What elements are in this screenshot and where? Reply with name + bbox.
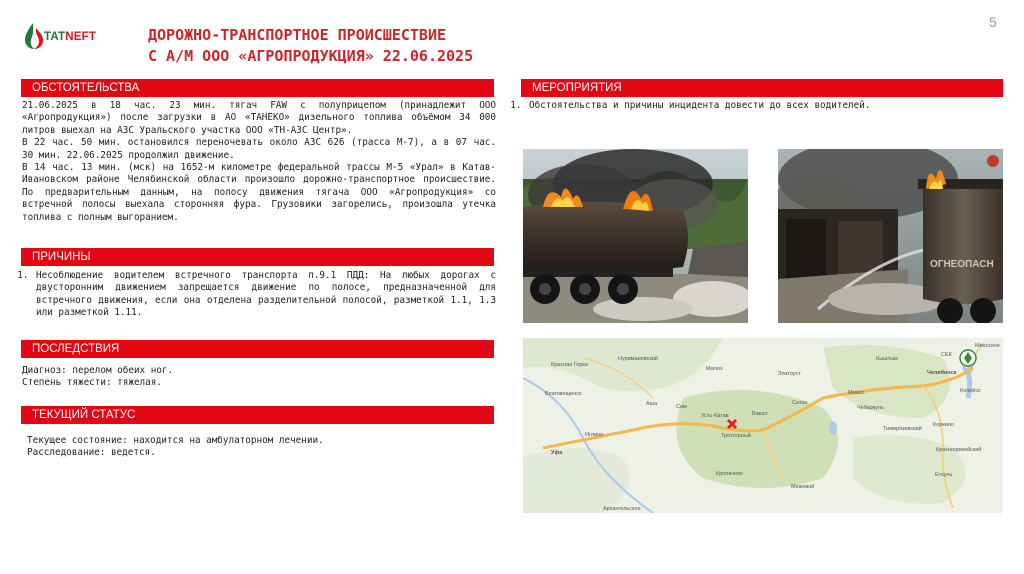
map-label: Усть-Катав <box>701 413 729 419</box>
map-label: Миасс <box>848 390 865 396</box>
section-header-status: ТЕКУЩИЙ СТАТУС <box>21 406 494 424</box>
map-label: Миасское <box>975 343 1000 349</box>
measures-list <box>515 100 1003 112</box>
tatneft-logo <box>24 22 134 50</box>
map-label: Уфа <box>551 450 563 456</box>
map-label: Златоуст <box>778 371 801 377</box>
map-label: Чебаркуль <box>857 405 884 411</box>
section-header-circumstances: ОБСТОЯТЕЛЬСТВА <box>21 79 494 97</box>
map-label: Копейск <box>960 388 981 394</box>
map-label: Трехгорный <box>721 433 751 439</box>
causes-text <box>22 270 496 320</box>
emergency-emblem-icon <box>987 155 999 167</box>
page-number: 5 <box>989 14 997 30</box>
title-line-1: ДОРОЖНО-ТРАНСПОРТНОЕ ПРОИСШЕСТВИЕ <box>148 26 447 44</box>
page-title <box>148 25 473 67</box>
map-label: Иглино <box>585 432 604 438</box>
investigation-line: Расследование: ведется. <box>27 447 156 459</box>
measures-list-item: 1. Обстоятельства и причины инцидента довести до всех водителей. <box>527 100 1003 112</box>
consequences-text <box>22 365 496 390</box>
map-label: Еткуль <box>935 472 953 478</box>
map-label: Архангельское <box>603 506 641 512</box>
circumstances-paragraph: В 14 час. 13 мин. (мск) на 1652-м километре федеральной трассы М-5 «Урал» в Катав-Ивановском районе Челябинской области произошло дорожно-транспортное происшествие. По предварительным данным, на полосу движения тягача ООО «Агропродукция» со встречной полосы выехала сторонняя фура. Грузовики загорелись, произошла утечка топлива с полным выгоранием. <box>22 162 496 223</box>
drop-icon <box>24 22 44 50</box>
measures-text <box>515 100 1003 112</box>
route-map <box>523 338 1003 513</box>
section-header-measures: МЕРОПРИЯТИЯ <box>521 79 1003 97</box>
status-text <box>27 435 497 460</box>
map-label: Аша <box>646 401 658 407</box>
severity-line: Степень тяжести: тяжелая. <box>22 377 162 389</box>
circumstances-paragraph: 21.06.2025 в 18 час. 23 мин. тягач FAW с полуприцепом (принадлежит ООО «Агропродукция») после загрузки в АО «ТАНЕКО» дизельного топлива объёмом 34 000 литров выехал на АЗС Уральского участка ООО «ТН-АЗС Центр». <box>22 100 496 136</box>
circumstances-paragraph: В 22 час. 50 мин. остановился переночевать около АЗС 626 (трасса М-7), а в 07 час. 30 мин. 22.06.2025 продолжил движение. <box>22 137 496 161</box>
causes-list-item: 1. Несоблюдение водителем встречного транспорта п.9.1 ПДД: На любых дорогах с двусторонним движением запрещается движение по полосе, предназначенной для встречного движения, если она отделена разделительной полосой, разметкой 1.1, 1.3 или разметкой 1.11. <box>34 270 496 320</box>
tank-warning-text: ОГНЕОПАСН <box>930 259 994 270</box>
map-label: Сатка <box>792 400 808 406</box>
section-header-consequences: ПОСЛЕДСТВИЯ <box>21 340 494 358</box>
current-state-line: Текущее состояние: находится на амбулаторном лечении. <box>27 435 324 446</box>
map-label: Красная Горка <box>551 362 588 368</box>
burning-tanker-photo-right <box>778 149 1003 323</box>
map-label: Красноармейский <box>936 447 982 453</box>
map-label: Коркино <box>933 422 954 428</box>
map-label: Сим <box>676 404 687 410</box>
causes-list <box>22 270 496 320</box>
diagnosis-line: Диагноз: перелом обеих ног. <box>22 365 174 376</box>
map-label: Бакал <box>752 411 768 417</box>
map-label: Тимирязевский <box>883 426 922 432</box>
map-label: Благовещенск <box>545 391 582 397</box>
map-label: Нуримановский <box>618 356 658 362</box>
section-header-causes: ПРИЧИНЫ <box>21 248 494 266</box>
circumstances-text <box>22 100 496 224</box>
map-label: СЕК <box>941 352 952 358</box>
map-label: Челябинск <box>927 370 957 376</box>
logo-wordmark: TATNEFT <box>44 31 97 43</box>
map-label: Кропачево <box>716 471 744 477</box>
title-line-2: С А/М ООО «АГРОПРОДУКЦИЯ» 22.06.2025 <box>148 47 474 65</box>
map-label: Межевой <box>791 484 815 490</box>
map-label: Кыштым <box>876 356 898 362</box>
burning-tanker-photo-left <box>523 149 748 323</box>
map-label: Малоз <box>706 366 723 372</box>
